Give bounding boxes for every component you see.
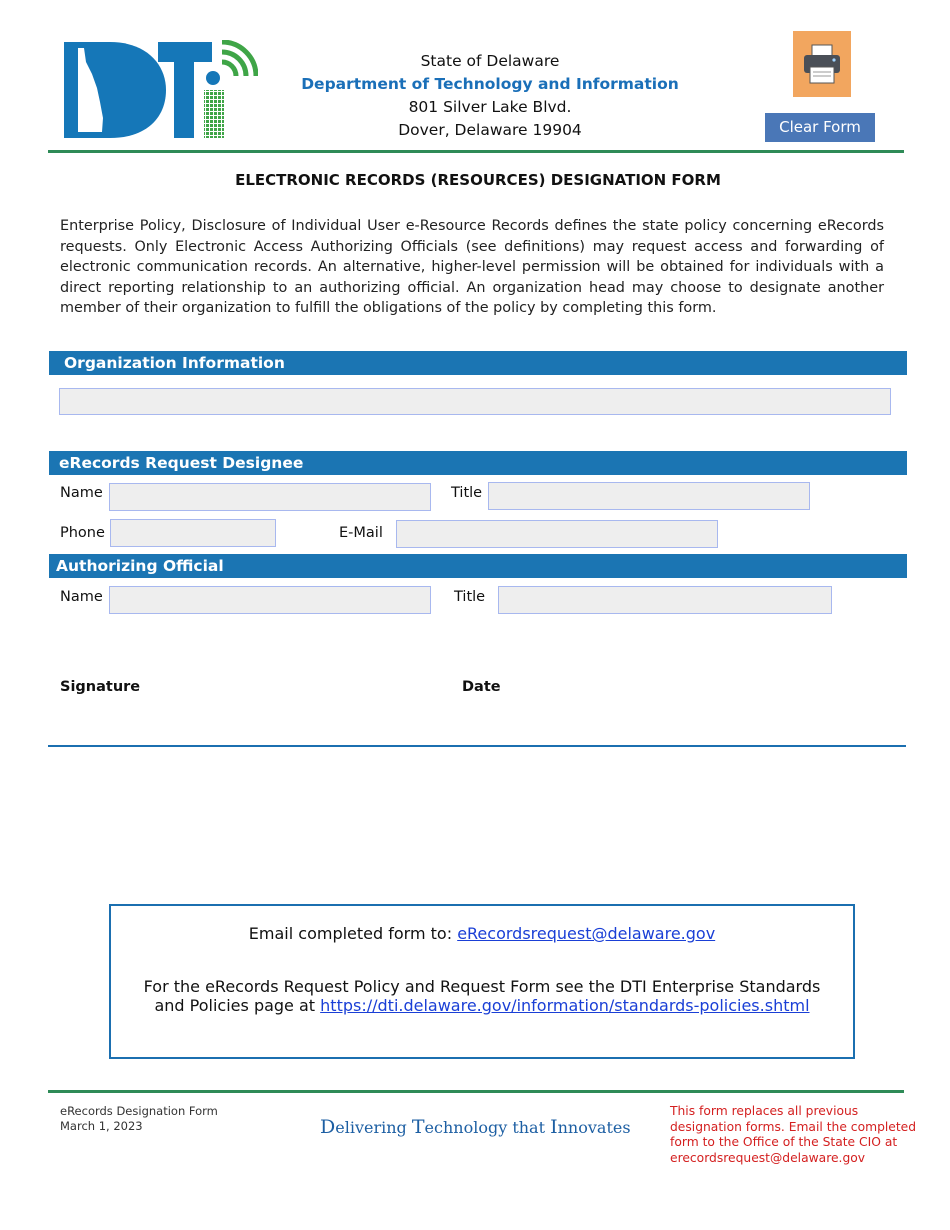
organization-field[interactable] bbox=[59, 388, 891, 415]
tagline-t: T bbox=[411, 1116, 425, 1138]
official-name-label: Name bbox=[60, 589, 103, 605]
designee-phone-label: Phone bbox=[60, 525, 105, 541]
footer-divider bbox=[48, 1090, 904, 1093]
designee-email-field[interactable] bbox=[396, 520, 718, 548]
email-instruction bbox=[111, 923, 853, 944]
designee-title-label: Title bbox=[451, 485, 483, 501]
intro-paragraph: Enterprise Policy, Disclosure of Individual User e-Resource Records defines the state policy concerning eRecords requests. Only Electronic Access Authorizing Officials (see definitions) may request access and forwarding of electronic communication records. An alternative, higher-level permission will be obtained for individuals with a direct reporting relationship to an authorizing official. An organization head may choose to designate another member of their organization to fulfill the obligations of the policy by completing this form. bbox=[60, 218, 884, 317]
designee-phone-field[interactable] bbox=[110, 519, 276, 547]
header-state: State of Delaware bbox=[420, 52, 560, 70]
signature-label: Signature bbox=[60, 679, 141, 695]
tagline-d-rest: elivering bbox=[335, 1118, 412, 1137]
email-link[interactable]: eRecordsrequest@delaware.gov bbox=[457, 924, 716, 943]
tagline-t-rest: echnology that bbox=[424, 1118, 551, 1137]
footer-tagline bbox=[320, 1116, 631, 1138]
signature-divider bbox=[48, 745, 906, 747]
policy-line-1: For the eRecords Request Policy and Request Form see the DTI Enterprise Standards bbox=[143, 977, 821, 996]
form-title: ELECTRONIC RECORDS (RESOURCES) DESIGNATION FORM bbox=[235, 171, 721, 189]
footer-replacement-note: This form replaces all previous designation forms. Email the completed form to the Office of the State CIO at erecordsrequest@delaware.gov bbox=[670, 1104, 917, 1165]
official-name-field[interactable] bbox=[109, 586, 431, 614]
policy-line-2 bbox=[111, 995, 853, 1016]
email-instruction-text: Email completed form to: bbox=[248, 924, 458, 943]
header-city: Dover, Delaware 19904 bbox=[398, 121, 582, 139]
official-title-label: Title bbox=[454, 589, 486, 605]
submission-notice-box bbox=[109, 904, 855, 1059]
section-organization-header: Organization Information bbox=[49, 351, 907, 375]
header-divider bbox=[48, 150, 904, 153]
footer-form-name: eRecords Designation Form bbox=[60, 1104, 218, 1118]
dti-logo bbox=[62, 40, 258, 140]
official-title-field[interactable] bbox=[498, 586, 832, 614]
designee-name-label: Name bbox=[60, 485, 103, 501]
tagline-i: I bbox=[550, 1116, 558, 1138]
tagline-i-rest: nnovates bbox=[557, 1118, 631, 1137]
policy-link[interactable]: https://dti.delaware.gov/information/standards-policies.shtml bbox=[320, 996, 810, 1015]
designee-title-field[interactable] bbox=[488, 482, 810, 510]
printer-icon bbox=[793, 31, 851, 97]
designee-name-field[interactable] bbox=[109, 483, 431, 511]
date-label: Date bbox=[462, 679, 501, 695]
footer-date: March 1, 2023 bbox=[60, 1119, 143, 1133]
header-address: 801 Silver Lake Blvd. bbox=[408, 98, 572, 116]
section-official-header: Authorizing Official bbox=[49, 554, 907, 578]
tagline-d: D bbox=[320, 1116, 336, 1138]
policy-line-2-text: and Policies page at bbox=[154, 996, 321, 1015]
clear-form-button[interactable]: Clear Form bbox=[765, 113, 875, 142]
designee-email-label: E-Mail bbox=[339, 525, 383, 541]
header-department: Department of Technology and Information bbox=[301, 75, 679, 93]
section-designee-header: eRecords Request Designee bbox=[49, 451, 907, 475]
print-button[interactable] bbox=[793, 31, 851, 97]
